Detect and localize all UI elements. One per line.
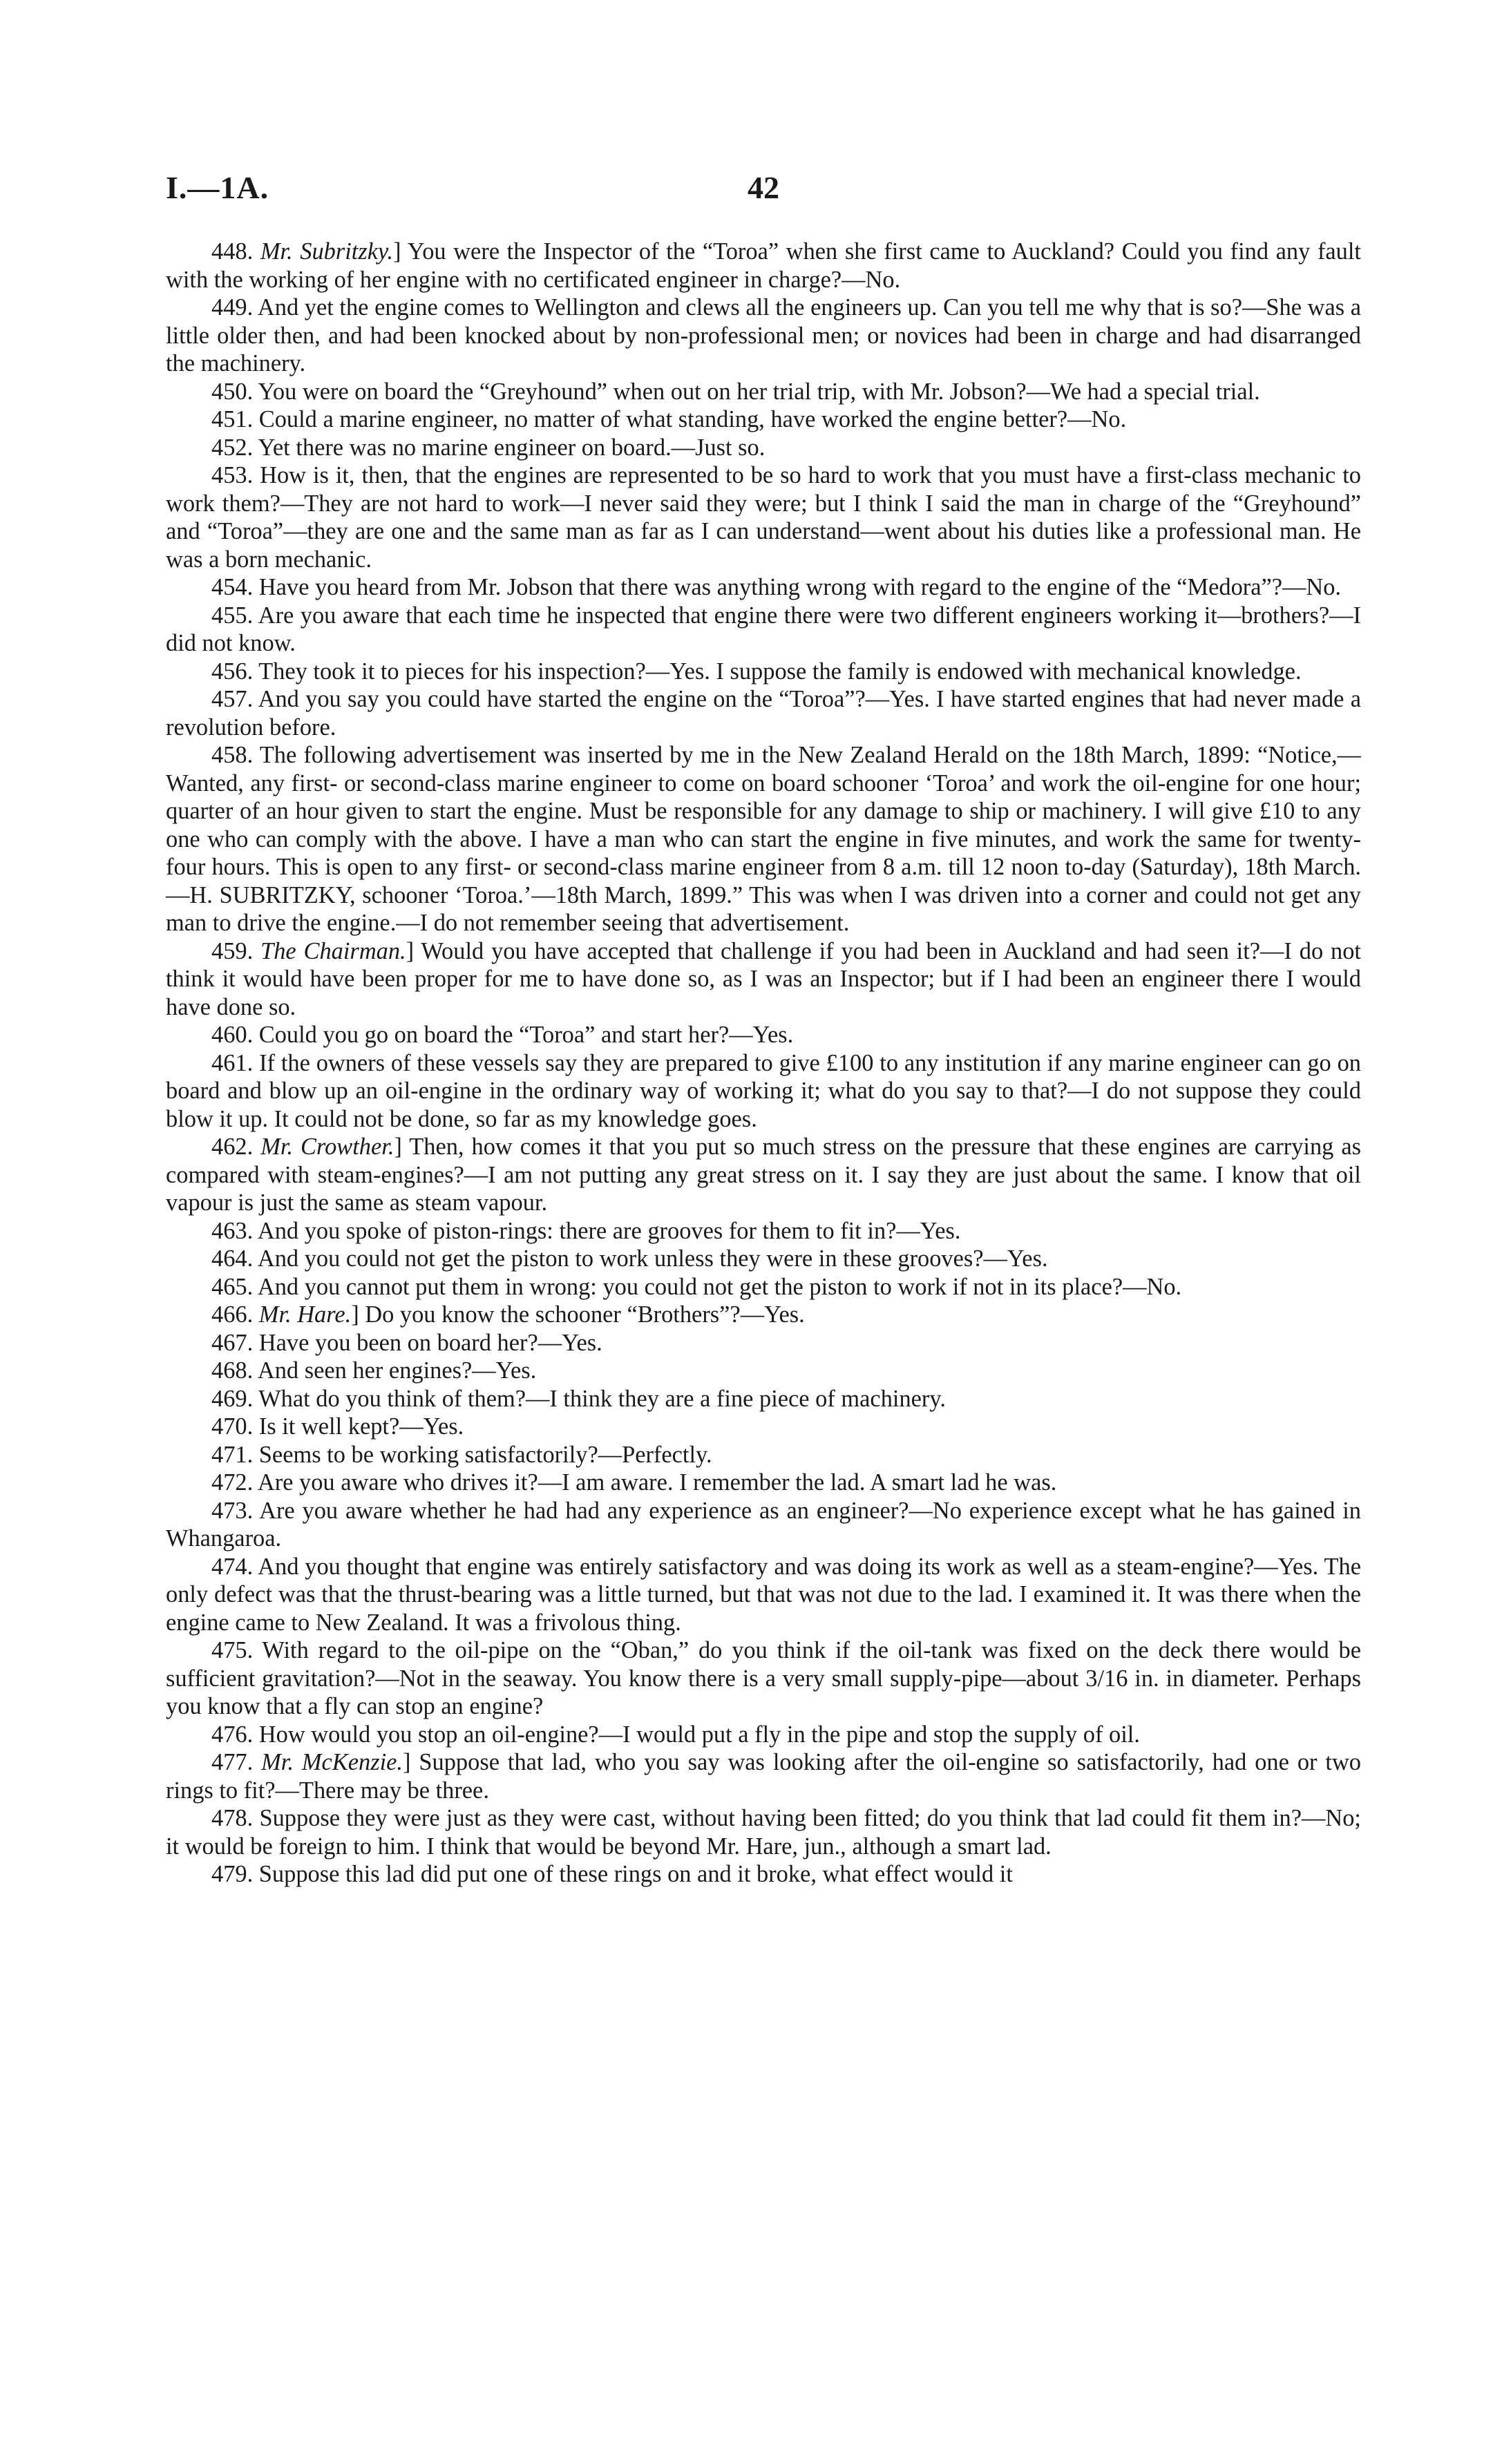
question-number: 449.: [211, 294, 254, 321]
question-number: 459.: [211, 937, 254, 964]
question-paragraph: [166, 937, 1361, 1022]
question-number: 474.: [211, 1553, 254, 1580]
question-number: 448.: [211, 238, 254, 265]
question-paragraph: [166, 1441, 1361, 1469]
question-text: Seems to be working satisfactorily?—Perfectly.: [258, 1441, 712, 1468]
question-number: 454.: [211, 574, 254, 600]
question-paragraph: [166, 1553, 1361, 1637]
question-paragraph: [166, 1273, 1361, 1301]
question-number: 455.: [211, 602, 254, 629]
question-text: And yet the engine comes to Wellington and clews all the engineers up. Can you tell me why that is so?—She was a little older then, and had been knocked about by non-professional men; or novices had been in charge and had disarranged the machinery.: [166, 294, 1361, 376]
question-paragraph: [166, 461, 1361, 573]
speaker-name: Mr. McKenzie.: [261, 1749, 403, 1775]
question-paragraph: [166, 1497, 1361, 1553]
question-text: Could you go on board the “Toroa” and start her?—Yes.: [258, 1022, 794, 1048]
question-number: 460.: [211, 1022, 254, 1048]
question-number: 472.: [211, 1469, 254, 1496]
question-number: 452.: [211, 434, 254, 461]
question-text: What do you think of them?—I think they are a fine piece of machinery.: [258, 1385, 946, 1412]
question-paragraph: [166, 238, 1361, 294]
question-text: And you spoke of piston-rings: there are grooves for them to fit in?—Yes.: [257, 1217, 961, 1244]
question-text: And seen her engines?—Yes.: [257, 1357, 537, 1384]
question-paragraph: [166, 378, 1361, 406]
question-text: Yet there was no marine engineer on board.—Just so.: [258, 434, 765, 461]
question-number: 465.: [211, 1273, 254, 1300]
question-text: With regard to the oil-pipe on the “Oban,” do you think if the oil-tank was fixed on the deck there would be sufficient gravitation?—Not in the seaway. You know there is a very small supply-pipe—about 3/16 in. in diameter. Perhaps you know that a fly can stop an engine?: [166, 1637, 1362, 1719]
question-paragraph: [166, 1329, 1361, 1357]
question-paragraph: [166, 685, 1361, 741]
speaker-name: Mr. Hare.: [258, 1301, 352, 1328]
question-number: 462.: [211, 1134, 254, 1160]
question-text: Could a marine engineer, no matter of what standing, have worked the engine better?—No.: [258, 406, 1127, 432]
question-paragraph: [166, 1636, 1361, 1721]
question-number: 479.: [211, 1861, 254, 1887]
question-paragraph: [166, 1469, 1361, 1497]
question-number: 461.: [211, 1049, 254, 1076]
question-number: 458.: [211, 742, 254, 768]
speaker-name: The Chairman.: [260, 937, 406, 964]
question-text: How is it, then, that the engines are represented to be so hard to work that you must have a first-class mechanic to work them?—They are not hard to work—I never said they were; but I think I said the man in charge of the “Greyhound” and “Toroa”—they are one and the same man as far as I can understand—went about his duties like a professional man. He was a born mechanic.: [166, 462, 1361, 573]
question-paragraph: [166, 434, 1361, 462]
question-text: You were on board the “Greyhound” when out on her trial trip, with Mr. Jobson?—We had a special trial.: [258, 378, 1260, 405]
question-number: 478.: [211, 1805, 254, 1831]
question-text: Have you been on board her?—Yes.: [258, 1329, 602, 1356]
question-paragraph: [166, 405, 1361, 434]
question-paragraph: [166, 1245, 1361, 1273]
question-text: ] You were the Inspector of the “Toroa” when she first came to Auckland? Could you find any fault with the working of her engine with no certificated engineer in charge?—No.: [166, 238, 1361, 293]
question-text: If the owners of these vessels say they are prepared to give £100 to any institution if any marine engineer can go on board and blow up an oil-engine in the ordinary way of working it; what do you say to that?—I do not suppose they could blow it up. It could not be done, so far as my knowledge goes.: [166, 1049, 1361, 1132]
question-text: ] Then, how comes it that you put so much stress on the pressure that these engines are carrying as compared with steam-engines?—I am not putting any great stress on it. I say they are just about the same. I know that oil vapour is just the same as steam vapour.: [166, 1134, 1361, 1216]
question-paragraph: [166, 741, 1361, 937]
speaker-name: Mr. Subritzky.: [260, 238, 393, 265]
page-body: [166, 238, 1361, 1889]
question-paragraph: [166, 1804, 1361, 1860]
question-number: 466.: [211, 1301, 254, 1328]
question-paragraph: [166, 1301, 1361, 1329]
question-text: And you thought that engine was entirely satisfactory and was doing its work as well as a steam-engine?—Yes. The only defect was that the thrust-bearing was a little turned, but that was not due to the lad. I examined it. It was there when the engine came to New Zealand. It was a frivolous thing.: [166, 1553, 1362, 1636]
question-text: Have you heard from Mr. Jobson that there was anything wrong with regard to the engine of the “Medora”?—No.: [258, 574, 1342, 600]
question-number: 450.: [211, 378, 254, 405]
document-reference: I.—1A.: [166, 170, 269, 205]
page-number: 42: [748, 170, 779, 205]
question-paragraph: [166, 1721, 1361, 1749]
question-text: And you could not get the piston to work unless they were in these grooves?—Yes.: [257, 1245, 1048, 1272]
question-number: 453.: [211, 462, 254, 488]
question-text: Is it well kept?—Yes.: [258, 1413, 464, 1440]
question-number: 463.: [211, 1217, 254, 1244]
question-text: Are you aware whether he had had any experience as an engineer?—No experience except what he has gained in Whangaroa.: [166, 1497, 1362, 1551]
question-number: 457.: [211, 686, 254, 712]
question-number: 468.: [211, 1357, 254, 1384]
question-paragraph: [166, 602, 1361, 658]
question-text: Suppose they were just as they were cast, without having been fitted; do you think that lad could fit them in?—No; it would be foreign to him. I think that would be beyond Mr. Hare, jun., although a smart lad.: [166, 1805, 1361, 1860]
question-paragraph: [166, 1357, 1361, 1385]
question-text: ] Would you have accepted that challenge if you had been in Auckland and had seen it?—I do not think it would have been proper for me to have done so, as I was an Inspector; but if I had been an engineer there I would have done so.: [166, 937, 1361, 1020]
question-text: And you cannot put them in wrong: you could not get the piston to work if not in its place?—No.: [257, 1273, 1182, 1300]
question-text: They took it to pieces for his inspection?—Yes. I suppose the family is endowed with mechanical knowledge.: [258, 658, 1302, 685]
question-number: 451.: [211, 406, 254, 432]
question-text: And you say you could have started the engine on the “Toroa”?—Yes. I have started engines that had never made a revolution before.: [166, 686, 1361, 741]
question-paragraph: [166, 1860, 1361, 1889]
question-number: 456.: [211, 658, 254, 685]
question-number: 467.: [211, 1329, 254, 1356]
question-paragraph: [166, 294, 1361, 378]
question-number: 469.: [211, 1385, 254, 1412]
question-number: 476.: [211, 1721, 254, 1748]
question-number: 471.: [211, 1441, 254, 1468]
question-text: ] Suppose that lad, who you say was looking after the oil-engine so satisfactorily, had one or two rings to fit?—There may be three.: [166, 1749, 1361, 1804]
question-paragraph: [166, 1385, 1361, 1413]
question-text: Are you aware who drives it?—I am aware. I remember the lad. A smart lad he was.: [257, 1469, 1057, 1496]
speaker-name: Mr. Crowther.: [260, 1134, 394, 1160]
question-text: Suppose this lad did put one of these rings on and it broke, what effect would it: [258, 1861, 1013, 1887]
question-text: The following advertisement was inserted by me in the New Zealand Herald on the 18th March, 1899: “Notice,—Wanted, any first- or second-class marine engineer to come on board schooner ‘Toroa’ and work the oil-engine for one hour; quarter of an hour given to start the engine. Must be responsible for any damage to ship or machinery. I will give £10 to any one who can comply with the above. I have a man who can start the engine in five minutes, and work the same for twenty-four hours. This is open to any first- or second-class marine engineer from 8 a.m. till 12 noon to-day (Saturday), 18th March.—H. SUBRITZKY, schooner ‘Toroa.’—18th March, 1899.” This was when I was driven into a corner and could not get any man to drive the engine.—I do not remember seeing that advertisement.: [166, 742, 1361, 936]
question-paragraph: [166, 1021, 1361, 1049]
question-text: Are you aware that each time he inspected that engine there were two different engineers working it—brothers?—I did not know.: [166, 602, 1362, 656]
question-number: 475.: [211, 1637, 254, 1663]
question-paragraph: [166, 658, 1361, 686]
question-paragraph: [166, 573, 1361, 602]
question-number: 464.: [211, 1245, 254, 1272]
question-number: 470.: [211, 1413, 254, 1440]
question-paragraph: [166, 1049, 1361, 1134]
question-number: 473.: [211, 1497, 254, 1524]
question-paragraph: [166, 1217, 1361, 1245]
question-number: 477.: [211, 1749, 254, 1775]
question-paragraph: [166, 1133, 1361, 1217]
question-paragraph: [166, 1413, 1361, 1441]
question-paragraph: [166, 1748, 1361, 1804]
question-text: ] Do you know the schooner “Brothers”?—Yes.: [351, 1301, 805, 1328]
question-text: How would you stop an oil-engine?—I would put a fly in the pipe and stop the supply of oil.: [258, 1721, 1140, 1748]
page-header: [166, 169, 1361, 218]
